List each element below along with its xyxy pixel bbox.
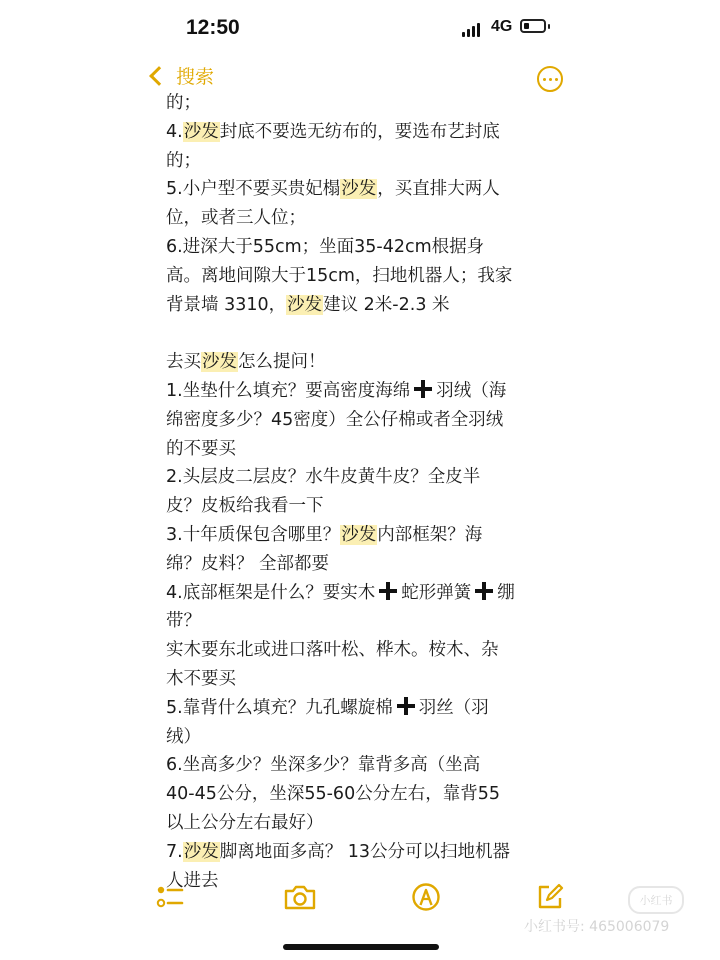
note-line bbox=[166, 118, 566, 147]
highlighted-term: 沙发 bbox=[287, 294, 323, 315]
status-bar bbox=[0, 0, 720, 58]
note-text: 的不要买 bbox=[166, 438, 236, 459]
markup-button[interactable] bbox=[409, 880, 443, 914]
note-text: 羽丝（羽 bbox=[418, 697, 489, 718]
note-text: 人进去 bbox=[166, 870, 219, 891]
note-text: 高。离地间隙大于15cm，扫地机器人；我家 bbox=[166, 265, 513, 286]
note-line bbox=[166, 435, 566, 464]
camera-icon bbox=[283, 882, 317, 912]
note-text: 4.底部框架是什么？要实木 bbox=[166, 582, 376, 603]
home-indicator bbox=[283, 944, 439, 950]
note-text: 3.十年质保包含哪里？ bbox=[166, 524, 341, 545]
note-text: 位，或者三人位； bbox=[166, 208, 306, 229]
note-line bbox=[166, 636, 566, 665]
camera-button[interactable] bbox=[283, 880, 317, 914]
note-text: 的； bbox=[166, 93, 201, 113]
checklist-icon bbox=[155, 882, 185, 912]
markup-pen-icon bbox=[411, 882, 441, 912]
network-type: 4G bbox=[491, 18, 513, 35]
note-text: 5.靠背什么填充？九孔螺旋棉 bbox=[166, 697, 393, 718]
note-line bbox=[166, 838, 566, 867]
highlighted-term: 沙发 bbox=[202, 352, 237, 373]
note-line bbox=[166, 291, 566, 320]
compose-icon bbox=[535, 882, 565, 912]
back-label: 搜索 bbox=[176, 66, 215, 88]
note-text: 绵？皮料？ 全部都要 bbox=[166, 553, 330, 574]
note-line bbox=[166, 751, 566, 780]
highlighted-term: 沙发 bbox=[341, 524, 377, 545]
note-text: 绒） bbox=[166, 726, 201, 747]
note-text: 内部框架？海 bbox=[377, 524, 483, 545]
battery-icon bbox=[520, 19, 546, 33]
note-text: 带？ bbox=[166, 611, 201, 632]
note-text: 羽绒（海 bbox=[436, 380, 507, 401]
more-dot bbox=[549, 78, 552, 81]
note-line bbox=[166, 463, 566, 492]
note-body[interactable] bbox=[166, 89, 566, 895]
note-line bbox=[166, 406, 566, 435]
note-line bbox=[166, 348, 566, 377]
more-dot bbox=[543, 78, 546, 81]
note-text: 蛇形弹簧 bbox=[401, 582, 472, 603]
heavy-plus-icon bbox=[379, 582, 397, 600]
note-text: 背景墙 3310， bbox=[166, 294, 287, 315]
chevron-left-icon bbox=[149, 66, 169, 86]
note-text: 1.坐垫什么填充？要高密度海绵 bbox=[166, 380, 411, 401]
note-line bbox=[166, 694, 566, 723]
note-text: 绷 bbox=[497, 582, 515, 603]
note-text: 绵密度多少？45密度）全公仔棉或者全羽绒 bbox=[166, 409, 504, 430]
note-text: 封底不要选无纺布的，要选布艺封底 bbox=[219, 121, 500, 142]
note-text: 以上公分左右最好） bbox=[166, 812, 324, 833]
compose-button[interactable] bbox=[533, 880, 567, 914]
note-line bbox=[166, 175, 566, 204]
cellular-signal-icon bbox=[462, 21, 480, 37]
note-text: 2.头层皮二层皮？水牛皮黄牛皮？全皮半 bbox=[166, 467, 481, 488]
note-line bbox=[166, 521, 566, 550]
heavy-plus-icon bbox=[397, 697, 415, 715]
note-text: 6.坐高多少？坐深多少？靠背多高（坐高 bbox=[166, 755, 481, 776]
note-text: 木不要买 bbox=[166, 668, 236, 689]
note-line bbox=[166, 809, 566, 838]
note-text: 5.小户型不要买贵妃榻 bbox=[166, 179, 341, 200]
highlighted-term: 沙发 bbox=[183, 121, 219, 142]
note-text: 建议 2米-2.3 米 bbox=[323, 294, 450, 315]
note-text: 怎么提问！ bbox=[238, 352, 326, 373]
note-text: 40-45公分，坐深55-60公分左右，靠背55 bbox=[166, 784, 500, 805]
note-text: 6.进深大于55cm；坐面35-42cm根据身 bbox=[166, 236, 485, 257]
nav-bar bbox=[0, 58, 720, 98]
note-text: 去买 bbox=[166, 352, 201, 373]
note-line bbox=[166, 233, 566, 262]
battery-tip bbox=[548, 24, 550, 29]
note-line bbox=[166, 723, 566, 752]
note-text: 的； bbox=[166, 150, 201, 171]
back-button[interactable] bbox=[148, 62, 214, 89]
heavy-plus-icon bbox=[475, 582, 493, 600]
highlighted-term: 沙发 bbox=[183, 841, 219, 862]
note-line bbox=[166, 262, 566, 291]
more-dot bbox=[555, 78, 558, 81]
note-line bbox=[166, 377, 566, 406]
note-line bbox=[166, 492, 566, 521]
note-text: 实木要东北或进口落叶松、桦木。桉木、杂 bbox=[166, 640, 499, 661]
note-blank-line bbox=[166, 319, 566, 348]
note-text: 4. bbox=[166, 121, 183, 142]
watermark-logo: 小红书 bbox=[628, 886, 684, 914]
note-line bbox=[166, 780, 566, 809]
more-button[interactable] bbox=[537, 66, 563, 92]
heavy-plus-icon bbox=[414, 380, 432, 398]
note-line bbox=[166, 579, 566, 608]
note-line bbox=[166, 204, 566, 233]
note-line bbox=[166, 550, 566, 579]
note-line bbox=[166, 607, 566, 636]
highlighted-term: 沙发 bbox=[341, 179, 377, 200]
note-text: 脚离地面多高？ 13公分可以扫地机器 bbox=[219, 841, 511, 862]
note-text: ，买直排大两人 bbox=[377, 179, 500, 200]
note-text: 7. bbox=[166, 841, 183, 862]
note-text: 皮？皮板给我看一下 bbox=[166, 496, 324, 517]
note-line bbox=[166, 665, 566, 694]
checklist-button[interactable] bbox=[153, 880, 187, 914]
note-line bbox=[166, 147, 566, 176]
status-time: 12:50 bbox=[186, 16, 240, 39]
watermark: 小红书号: 465006079 bbox=[524, 919, 670, 935]
